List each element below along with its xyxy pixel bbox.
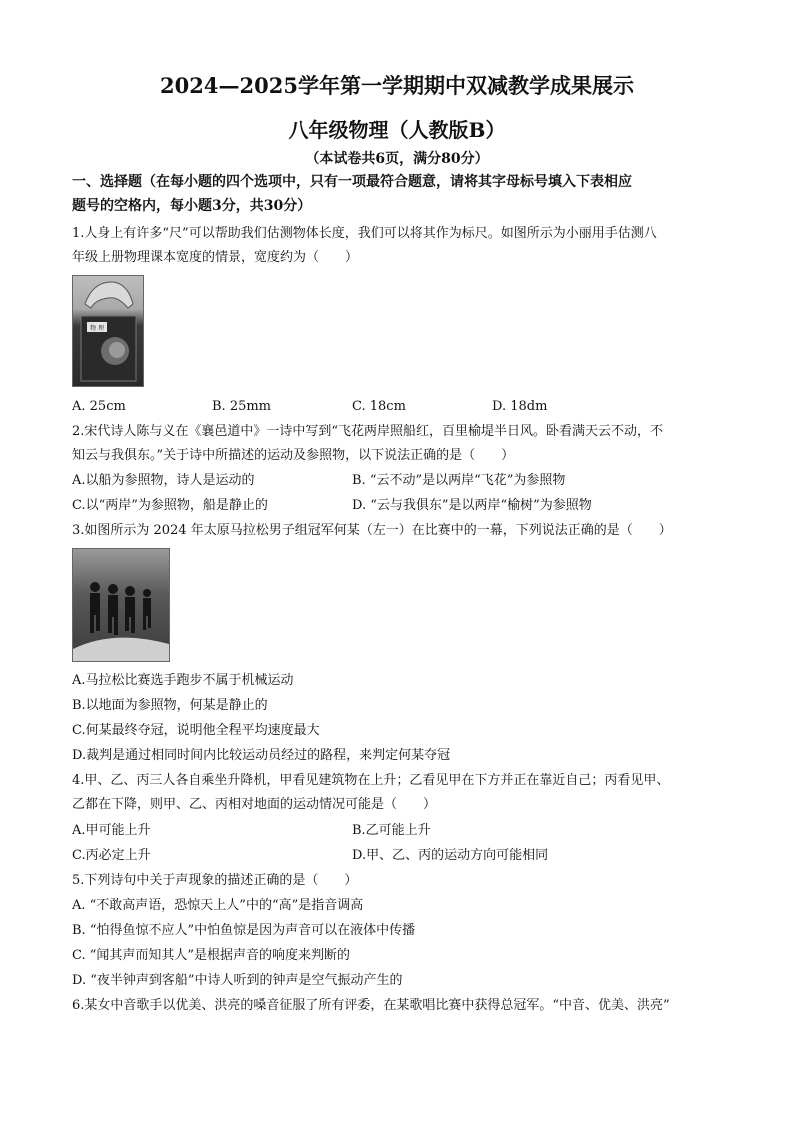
- q2-stem: 2.宋代诗人陈与义在《襄邑道中》一诗中写到“飞花两岸照船红，百里榆堤半日风。卧看满天云不动，不: [72, 424, 664, 439]
- section-heading: 一、选择题（在每小题的四个选项中，只有一项最符合题意，请将其字母标号填入下表相应: [72, 174, 632, 190]
- q2-option-c: C.以“两岸”为参照物，船是静止的: [72, 498, 268, 513]
- q4-stem-cont: 乙都在下降，则甲、乙、丙相对地面的运动情况可能是（ ）: [72, 797, 437, 812]
- q3-option-b: B.以地面为参照物，何某是静止的: [72, 698, 268, 713]
- q1-option-d: D. 18dm: [492, 399, 548, 414]
- q4-option-d: D.甲、乙、丙的运动方向可能相同: [352, 848, 549, 863]
- hand-measuring-book-image: [73, 276, 143, 386]
- q2-option-a: A.以船为参照物，诗人是运动的: [72, 473, 255, 488]
- q1-stem-cont: 年级上册物理课本宽度的情景，宽度约为（ ）: [72, 250, 359, 265]
- q5-stem: 5.下列诗句中关于声现象的描述正确的是（ ）: [72, 873, 358, 888]
- book-photo: [72, 275, 144, 387]
- q4-option-b: B.乙可能上升: [352, 823, 431, 838]
- marathon-photo: [72, 548, 170, 662]
- q2-option-d: D. “云与我俱东”是以两岸“榆树”为参照物: [352, 498, 592, 513]
- exam-note: （本试卷共6页，满分80分）: [305, 151, 489, 167]
- q3-option-c: C.何某最终夺冠，说明他全程平均速度最大: [72, 723, 320, 738]
- q3-stem: 3.如图所示为 2024 年太原马拉松男子组冠军何某（左一）在比赛中的一幕，下列说法正确的是（ ）: [72, 523, 672, 538]
- q2-option-b: B. “云不动”是以两岸“飞花”为参照物: [352, 473, 566, 488]
- q4-option-a: A.甲可能上升: [72, 823, 151, 838]
- q1-option-b: B. 25mm: [212, 399, 272, 414]
- q4-option-c: C.丙必定上升: [72, 848, 151, 863]
- q5-option-b: B. “怕得鱼惊不应人”中怕鱼惊是因为声音可以在液体中传播: [72, 923, 416, 938]
- exam-subtitle: 八年级物理（人教版B）: [288, 118, 506, 142]
- q3-option-d: D.裁判是通过相同时间内比较运动员经过的路程，来判定何某夺冠: [72, 748, 451, 763]
- q6-stem: 6.某女中音歌手以优美、洪亮的嗓音征服了所有评委，在某歌唱比赛中获得总冠军。“中音、优美、洪亮”: [72, 998, 670, 1013]
- exam-title: 2024—2025学年第一学期期中双减教学成果展示: [160, 73, 634, 98]
- q4-stem: 4.甲、乙、丙三人各自乘坐升降机，甲看见建筑物在上升；乙看见甲在下方并正在靠近自己；丙看见甲、: [72, 773, 670, 788]
- q3-option-a: A.马拉松比赛选手跑步不属于机械运动: [72, 673, 294, 688]
- q2-stem-cont: 知云与我俱东。”关于诗中所描述的运动及参照物，以下说法正确的是（ ）: [72, 448, 515, 463]
- q5-option-c: C. “闻其声而知其人”是根据声音的响度来判断的: [72, 948, 351, 963]
- book-label: 物 理: [90, 325, 104, 332]
- q1-stem: 1.人身上有许多“尺”可以帮助我们估测物体长度，我们可以将其作为标尺。如图所示为小丽用手估测八: [72, 226, 657, 241]
- section-heading-cont: 题号的空格内，每小题3分，共30分）: [72, 198, 312, 214]
- q5-option-d: D. “夜半钟声到客船”中诗人听到的钟声是空气振动产生的: [72, 973, 403, 988]
- q5-option-a: A. “不敢高声语，恐惊天上人”中的“高”是指音调高: [72, 898, 364, 913]
- q1-option-c: C. 18cm: [352, 399, 406, 414]
- q1-option-a: A. 25cm: [72, 399, 126, 414]
- runners-image: [73, 549, 169, 661]
